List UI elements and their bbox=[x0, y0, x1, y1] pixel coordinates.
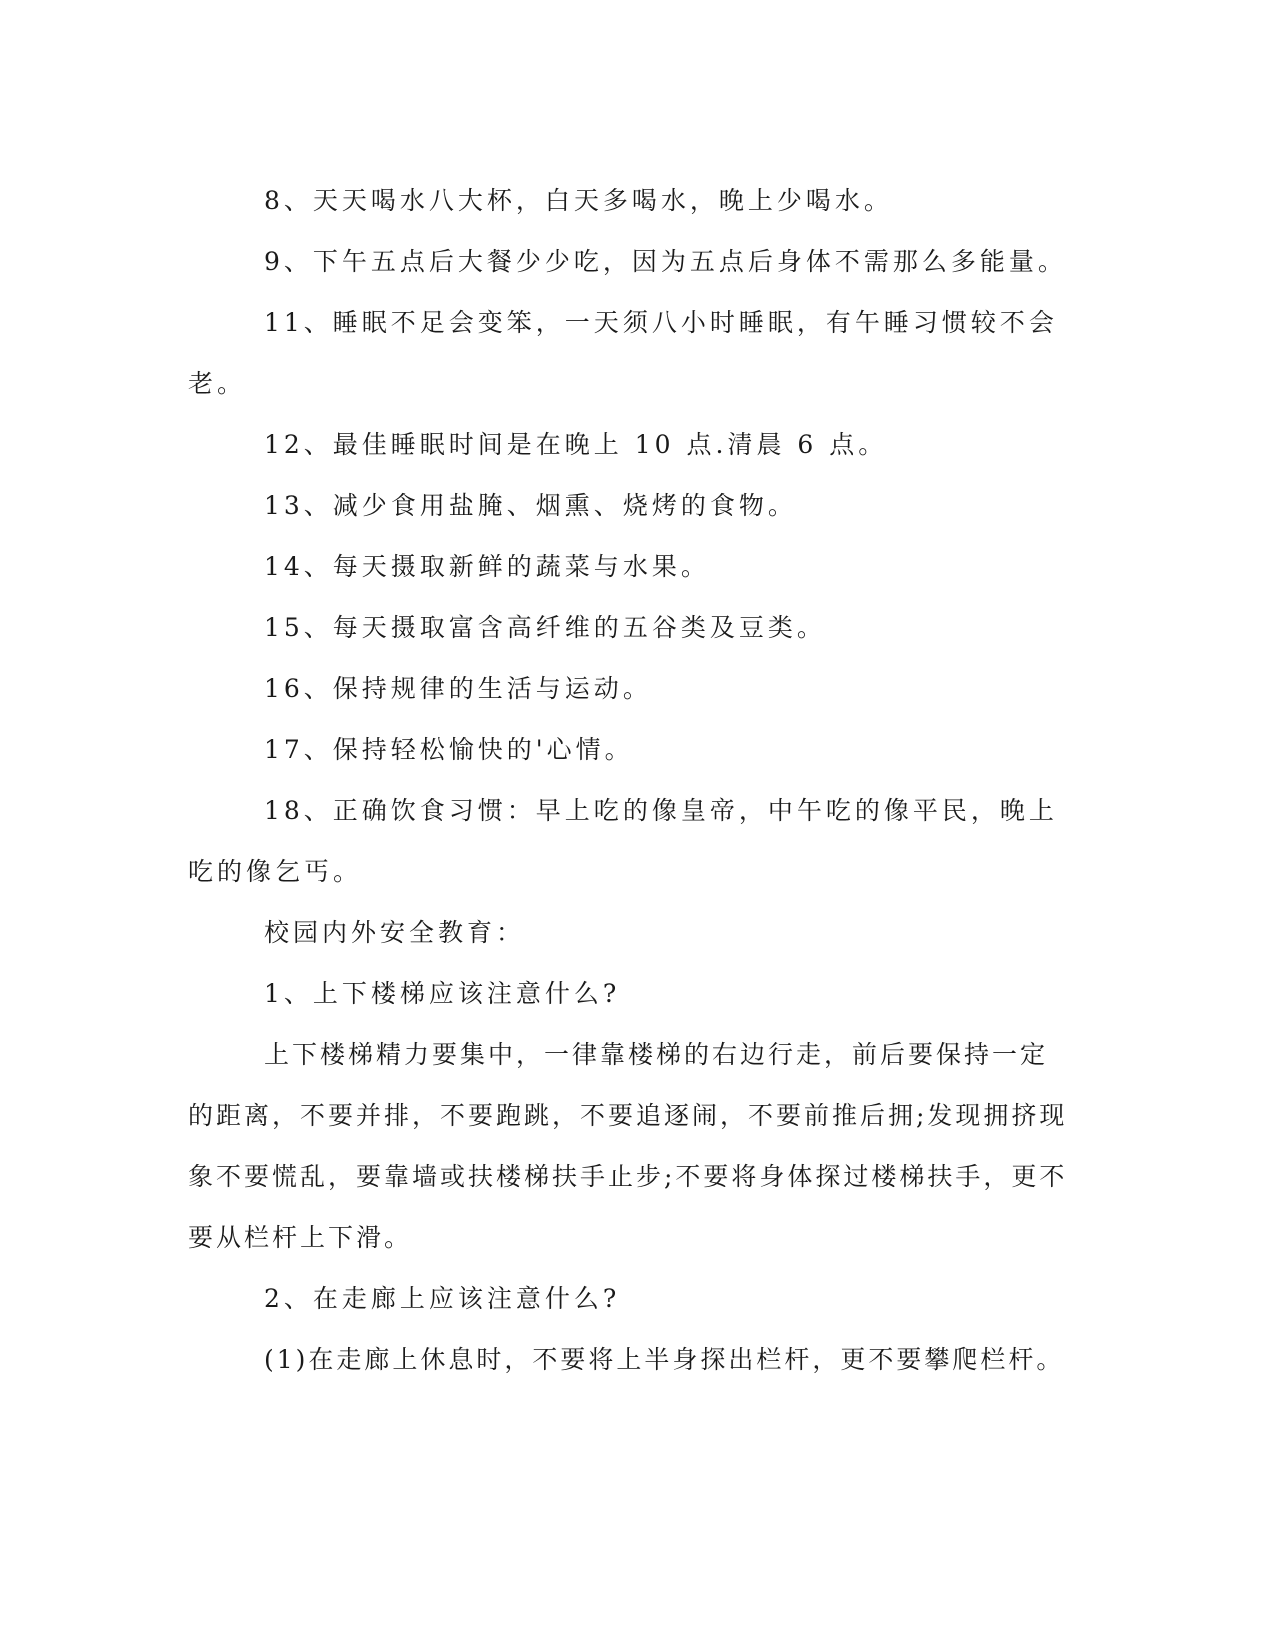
paragraph-item-14: 14、每天摄取新鲜的蔬菜与水果。 bbox=[264, 552, 710, 581]
answer-stairs: 上下楼梯精力要集中，一律靠楼梯的右边行走，前后要保持一定的距离，不要并排，不要跑跳，不要追逐闹，不要前推后拥;发现拥挤现象不要慌乱，要靠墙或扶楼梯扶手止步;不要将身体探过楼梯扶手，更不要从栏杆上下滑。 bbox=[188, 1040, 1068, 1252]
question-corridor: 2、在走廊上应该注意什么? bbox=[264, 1284, 621, 1313]
paragraph-item-18: 18、正确饮食习惯：早上吃的像皇帝，中午吃的像平民，晚上吃的像乞丐。 bbox=[188, 796, 1058, 886]
paragraph-item-9: 9、下午五点后大餐少少吃，因为五点后身体不需那么多能量。 bbox=[264, 247, 1067, 276]
paragraph-item-8: 8、天天喝水八大杯，白天多喝水，晚上少喝水。 bbox=[264, 186, 893, 215]
paragraph-item-12: 12、最佳睡眠时间是在晚上 10 点.清晨 6 点。 bbox=[264, 430, 888, 459]
paragraph-item-15: 15、每天摄取富含高纤维的五谷类及豆类。 bbox=[264, 613, 826, 642]
paragraph-item-16: 16、保持规律的生活与运动。 bbox=[264, 674, 652, 703]
document-body bbox=[188, 170, 1068, 1390]
section-heading-campus-safety: 校园内外安全教育： bbox=[264, 918, 526, 947]
paragraph-item-17: 17、保持轻松愉快的'心情。 bbox=[264, 735, 634, 764]
answer-corridor-1: (1)在走廊上休息时，不要将上半身探出栏杆，更不要攀爬栏杆。 bbox=[264, 1345, 1065, 1374]
question-stairs: 1、上下楼梯应该注意什么? bbox=[264, 979, 621, 1008]
paragraph-item-11: 11、睡眠不足会变笨，一天须八小时睡眠，有午睡习惯较不会老。 bbox=[188, 308, 1058, 398]
paragraph-item-13: 13、减少食用盐腌、烟熏、烧烤的食物。 bbox=[264, 491, 797, 520]
